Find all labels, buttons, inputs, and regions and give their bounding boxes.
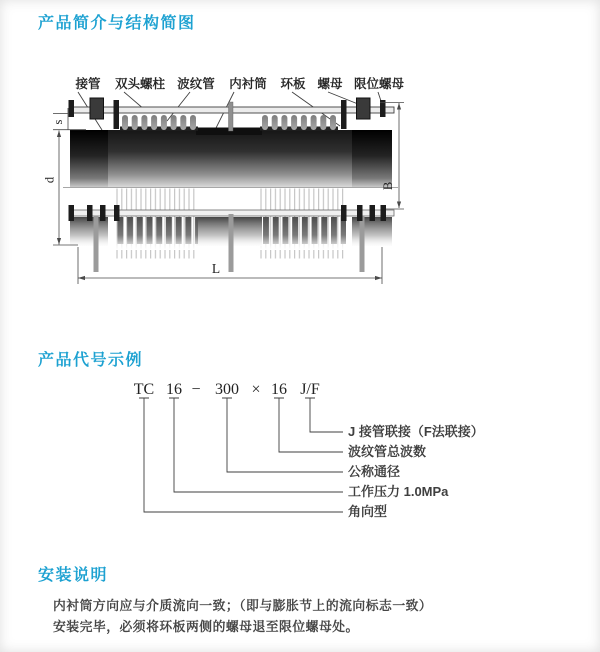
install-instructions — [53, 596, 573, 637]
dim-letter-B: B — [381, 181, 395, 191]
label-inner-liner: 内衬筒 — [229, 77, 267, 91]
right-end-cap — [352, 130, 392, 187]
center-post-top — [229, 102, 234, 131]
label-limit-nut: 限位螺母 — [353, 77, 405, 91]
dim-letter-L: L — [211, 261, 221, 276]
code-token-connection: J/F — [300, 381, 320, 398]
limit-nut-left — [69, 100, 75, 117]
rod-bottom-left — [94, 216, 99, 272]
label-nut: 螺母 — [317, 77, 343, 91]
dim-letter-d: d — [42, 176, 57, 184]
structure-diagram — [30, 58, 470, 300]
ring-plate-right — [341, 100, 347, 129]
dim-letter-s: s — [51, 119, 65, 125]
section-title-intro: 产品简介与结构简图 — [38, 15, 196, 32]
code-token-dash: − — [191, 381, 201, 398]
install-line-2: 安装完毕，必须将环板两侧的螺母退至限位螺母处。 — [53, 618, 359, 634]
code-token-type: TC — [133, 381, 155, 398]
bellows-top-right — [260, 115, 338, 131]
nut-left — [90, 98, 104, 119]
code-tokens — [134, 381, 320, 398]
rod-bottom-center — [229, 214, 234, 272]
code-token-times: × — [251, 381, 261, 398]
code-token-diameter: 300 — [215, 381, 239, 398]
legend-angular-type: 角向型 — [348, 504, 388, 519]
ring-plate-left — [114, 100, 120, 129]
code-legend — [348, 424, 484, 519]
rod-bottom-right — [360, 216, 365, 272]
section-title-install: 安装说明 — [38, 567, 109, 584]
section-title-code: 产品代号示例 — [38, 352, 144, 369]
code-token-pressure: 16 — [166, 381, 182, 398]
install-line-1: 内衬筒方向应与介质流向一致；（即与膨胀节上的流向标志一致） — [53, 598, 433, 613]
label-connecting-pipe: 接管 — [75, 77, 101, 91]
bellows-top-left — [120, 115, 198, 131]
left-end-cap — [70, 130, 108, 187]
code-token-waves: 16 — [271, 381, 287, 398]
nut-right — [357, 98, 371, 119]
legend-connection: J 接管联接（F法联接） — [348, 424, 484, 439]
tie-rod-top — [69, 98, 395, 131]
code-connectors — [139, 398, 343, 512]
part-labels — [74, 76, 404, 91]
legend-working-pressure: 工作压力 1.0MPa — [348, 484, 449, 499]
legend-nominal-diameter: 公称通径 — [348, 464, 401, 479]
legend-wave-count: 波纹管总波数 — [348, 444, 427, 459]
label-bellows: 波纹管 — [177, 77, 215, 91]
label-ring-plate: 环板 — [280, 77, 306, 91]
product-code-diagram — [100, 380, 500, 530]
label-stud: 双头螺柱 — [114, 77, 166, 91]
